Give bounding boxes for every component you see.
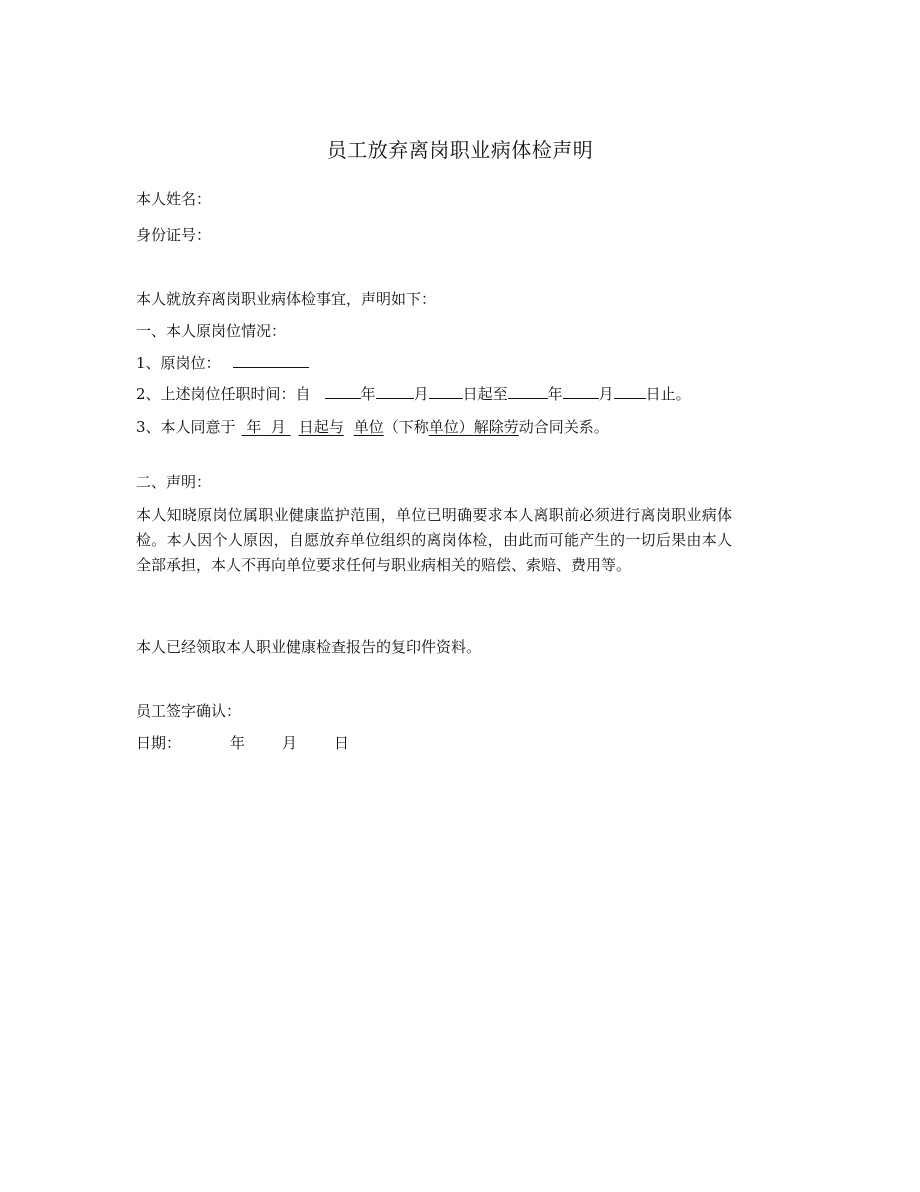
tenure-end-year-blank <box>508 382 548 399</box>
termination-unit: 单位 <box>353 418 384 436</box>
date-year: 年 <box>230 734 246 752</box>
section1-heading: 一、本人原岗位情况： <box>136 322 287 340</box>
signature-label: 员工签字确认： <box>136 702 242 720</box>
termination-terminate: 解除劳 <box>473 418 519 436</box>
termination-rest: 动合同关系。 <box>518 418 609 436</box>
termination-paren-open: （下称 <box>383 418 429 436</box>
tenure-line <box>136 382 691 404</box>
intro-text: 本人就放弃离岗职业病体检事宜，声明如下： <box>136 290 437 308</box>
tenure-day-from: 日起至 <box>462 385 508 403</box>
date-label: 日期： <box>136 734 182 752</box>
termination-paren-close: ） <box>458 418 474 436</box>
original-post-label: 1、原岗位： <box>136 354 221 372</box>
tenure-month1: 月 <box>413 385 429 403</box>
tenure-start-day-blank <box>429 382 463 399</box>
tenure-year2: 年 <box>547 385 563 403</box>
original-post-line <box>136 351 309 373</box>
termination-day-from: 日起与 <box>298 418 344 436</box>
tenure-end-month-blank <box>563 382 599 399</box>
tenure-prefix: 2、上述岗位任职时间：自 <box>136 385 311 403</box>
original-post-blank <box>233 351 309 368</box>
tenure-day-end: 日止。 <box>645 385 691 403</box>
termination-year: 年 月 <box>246 418 286 436</box>
tenure-start-month-blank <box>376 382 414 399</box>
date-line <box>136 733 349 753</box>
document-title: 员工放弃离岗职业病体检声明 <box>326 138 594 162</box>
receipt-text: 本人已经领取本人职业健康检查报告的复印件资料。 <box>136 638 482 656</box>
name-label: 本人姓名： <box>136 190 212 208</box>
id-label: 身份证号： <box>136 226 212 244</box>
termination-prefix: 3、本人同意于 <box>136 418 236 436</box>
date-month: 月 <box>282 734 298 752</box>
tenure-month2: 月 <box>598 385 614 403</box>
date-day: 日 <box>334 734 350 752</box>
tenure-year1: 年 <box>360 385 376 403</box>
termination-unit-short: 单位 <box>428 418 459 436</box>
declaration-paragraph: 本人知晓原岗位属职业健康监护范围，单位已明确要求本人离职前必须进行离岗职业病体检。本人因个人原因，自愿放弃单位组织的离岗体检，由此而可能产生的一切后果由本人全部承担，本人不再向单位要求任何与职业病相关的赔偿、索赔、费用等。 <box>136 506 732 574</box>
termination-line <box>136 417 609 437</box>
tenure-end-day-blank <box>614 382 646 399</box>
section2-heading: 二、声明： <box>136 473 212 491</box>
tenure-start-year-blank <box>325 382 361 399</box>
